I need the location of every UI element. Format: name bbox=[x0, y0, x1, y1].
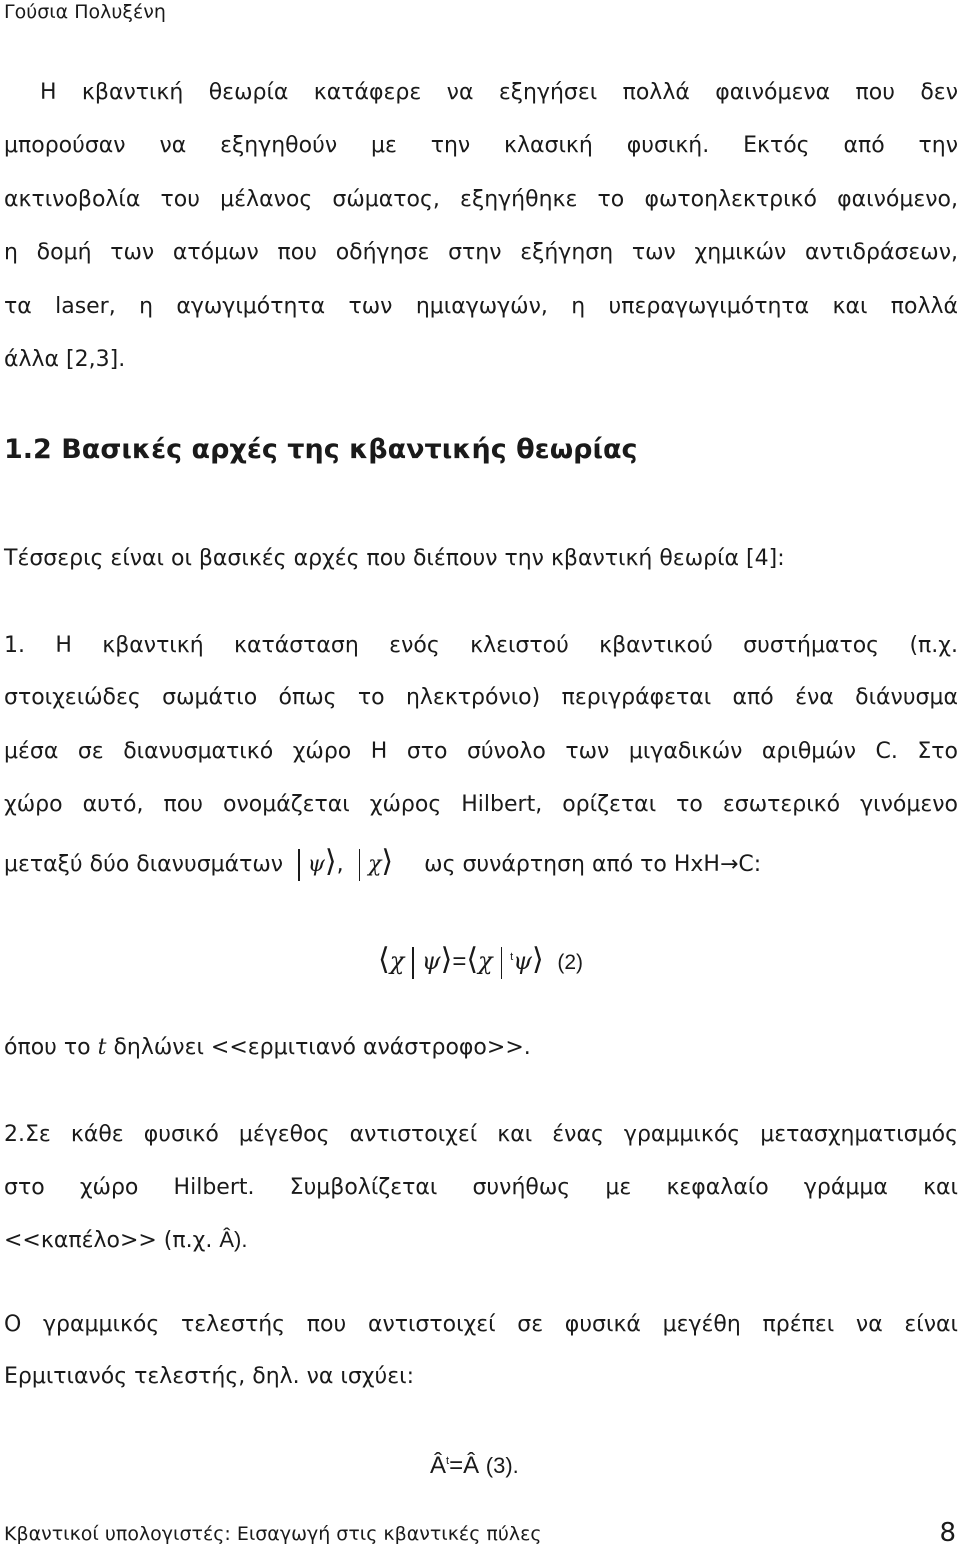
chi-symbol: χ bbox=[368, 852, 382, 877]
bra-angle: ⟨ bbox=[378, 942, 390, 977]
vectors-suffix: ως συνάρτηση από το ΗxΗ bbox=[424, 852, 720, 877]
intro-line: τα laser, η αγωγιμότητα των ημιαγωγών, η υπεραγωγιμότητα και πολλά bbox=[4, 294, 958, 319]
dagger-symbol: t bbox=[446, 1455, 450, 1467]
intro-line: η δομή των ατόμων που οδήγησε στην εξήγηση των χημικών αντιδράσεων, bbox=[4, 240, 958, 265]
vectors-prefix: μεταξύ δύο διανυσμάτων bbox=[4, 852, 284, 877]
t-note bbox=[4, 1035, 958, 1060]
principle-2-line: 2.Σε κάθε φυσικό μέγεθος αντιστοιχεί και ένας γραμμικός μετασχηματισμός bbox=[4, 1122, 958, 1147]
psi-symbol: ψ bbox=[421, 947, 441, 975]
comma: , bbox=[336, 852, 344, 877]
target-set: C: bbox=[738, 852, 762, 877]
intro-line: άλλα [2,3]. bbox=[4, 347, 126, 372]
t-note-suffix: δηλώνει <<ερμιτιανό ανάστροφο>>. bbox=[113, 1035, 531, 1060]
arrow-icon: → bbox=[719, 852, 739, 877]
equation-number: (3). bbox=[485, 1453, 519, 1478]
hat-symbol: Â bbox=[219, 1227, 235, 1252]
equation-number: (2) bbox=[557, 951, 584, 974]
principle-1-line: 1. Η κβαντική κατάσταση ενός κλειστού κβαντικού συστήματος (π.χ. bbox=[4, 633, 958, 658]
ket-angle: ⟩ bbox=[531, 942, 544, 977]
hat-a-symbol: Â bbox=[430, 1452, 447, 1479]
hat-a-symbol: Â bbox=[463, 1452, 480, 1479]
equation-3 bbox=[430, 1445, 519, 1482]
page-footer-title: Κβαντικοί υπολογιστές: Εισαγωγή στις κβαντικές πύλες bbox=[4, 1523, 542, 1545]
principle-1-line: χώρο αυτό, που ονομάζεται χώρος Hilbert, ορίζεται το εσωτερικό γινόμενο bbox=[4, 792, 958, 817]
chi-symbol: χ bbox=[478, 947, 493, 975]
ket-angle: ⟩ bbox=[324, 844, 337, 879]
principles-intro: Τέσσερις είναι οι βασικές αρχές που διέπουν την κβαντική θεωρία [4]: bbox=[4, 546, 785, 571]
section-heading: 1.2 Βασικές αρχές της κβαντικής θεωρίας bbox=[4, 434, 638, 465]
hat-suffix: ). bbox=[234, 1227, 248, 1252]
equals-sign: = bbox=[449, 1452, 464, 1479]
principle-1-line: μέσα σε διανυσματικό χώρο Η στο σύνολο των μιγαδικών αριθμών C. Στο bbox=[4, 739, 958, 764]
ket-bar bbox=[298, 849, 300, 881]
intro-line: ακτινοβολία του μέλανος σώματος, εξηγήθηκε το φωτοηλεκτρικό φαινόμενο, bbox=[4, 187, 958, 212]
intro-line: μπορούσαν να εξηγηθούν με την κλασική φυσική. Εκτός από την bbox=[4, 133, 958, 158]
page-number: 8 bbox=[939, 1518, 956, 1548]
principle-1-vectors-line bbox=[4, 842, 958, 885]
ket-bar bbox=[359, 849, 361, 881]
bracket-bar bbox=[501, 947, 503, 979]
dagger-symbol: t bbox=[510, 951, 514, 963]
hat-prefix: <<καπέλο>> (π.χ. bbox=[4, 1228, 213, 1253]
t-note-prefix: όπου το bbox=[4, 1035, 91, 1060]
bracket-bar bbox=[412, 947, 414, 979]
bra-angle: ⟨ bbox=[466, 942, 479, 977]
t-symbol: t bbox=[97, 1035, 107, 1060]
hermitian-line: Ο γραμμικός τελεστής που αντιστοιχεί σε φυσικά μεγέθη πρέπει να είναι bbox=[4, 1312, 958, 1337]
psi-symbol: ψ bbox=[513, 947, 532, 975]
intro-line: Η κβαντική θεωρία κατάφερε να εξηγήσει πολλά φαινόμενα που δεν bbox=[40, 80, 958, 105]
chi-symbol: χ bbox=[389, 947, 405, 975]
ket-angle: ⟩ bbox=[440, 942, 453, 977]
ket-angle: ⟩ bbox=[381, 844, 394, 879]
equation-2 bbox=[378, 935, 583, 985]
principle-2-hat-line bbox=[4, 1227, 958, 1253]
principle-2-line: στο χώρο Hilbert. Συμβολίζεται συνήθως με κεφαλαίο γράμμα και bbox=[4, 1175, 958, 1200]
hermitian-line: Ερμιτιανός τελεστής, δηλ. να ισχύει: bbox=[4, 1364, 414, 1389]
principle-1-line: στοιχειώδες σωμάτιο όπως το ηλεκτρόνιο) περιγράφεται από ένα διάνυσμα bbox=[4, 685, 958, 710]
equals-sign: = bbox=[452, 948, 467, 975]
page-header-author: Γούσια Πολυξένη bbox=[4, 1, 166, 23]
psi-symbol: ψ bbox=[307, 852, 325, 877]
